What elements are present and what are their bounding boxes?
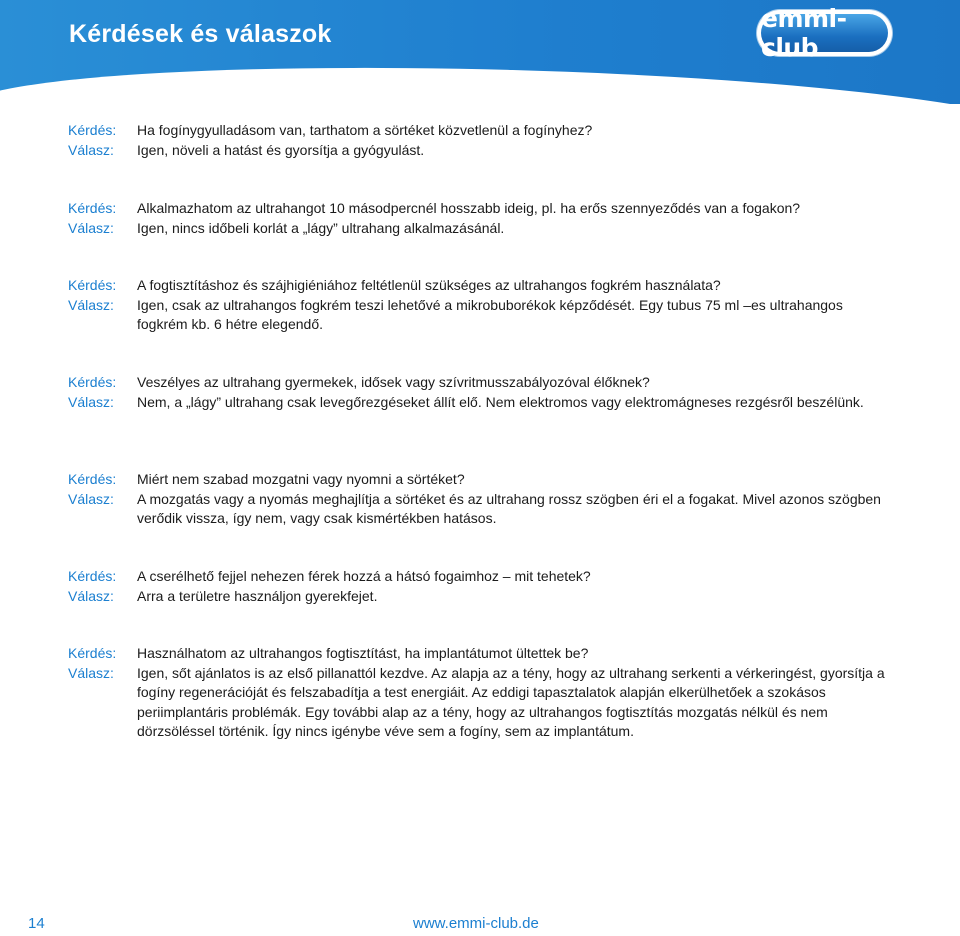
page-number: 14 <box>28 915 45 932</box>
question-label: Kérdés: <box>68 568 117 584</box>
answer-text: A mozgatás vagy a nyomás meghajlítja a sörtéket és az ultrahang rossz szögben éri el a fogakat. Mivel azonos szögben verődik vissza, így nem, vagy csak kismértékben hatásos. <box>137 490 881 526</box>
qa-block <box>68 121 888 160</box>
answer-text: Igen, nincs időbeli korlát a „lágy” ultrahang alkalmazásánál. <box>137 219 505 236</box>
qa-block <box>68 373 888 412</box>
answer-text: Nem, a „lágy” ultrahang csak levegőrezgéseket állít elő. Nem elektromos vagy elektromágneses rezgésről beszélünk. <box>137 393 864 410</box>
website-link[interactable]: www.emmi-club.de <box>413 915 539 932</box>
page-header <box>0 0 960 104</box>
qa-block <box>68 470 888 529</box>
logo-text: emmi-club <box>761 14 888 52</box>
answer-label: Válasz: <box>68 664 114 681</box>
answer-label: Válasz: <box>68 296 114 313</box>
question-text: Veszélyes az ultrahang gyermekek, idősek vagy szívritmusszabályozóval élőknek? <box>137 374 650 390</box>
answer-label: Válasz: <box>68 219 114 236</box>
question-text: Alkalmazhatom az ultrahangot 10 másodpercnél hosszabb ideig, pl. ha erős szennyeződés van a fogakon? <box>137 200 801 216</box>
answer-text: Igen, sőt ajánlatos is az első pillanattól kezdve. Az alapja az a tény, hogy az ultrahang serkenti a vérkeringést, gyorsítja a fogíny regenerációját és felszabadítja a test energiáit. Az eddigi tapasztalatok alapján elkerülhetőek a szokásos periimplantáris problémák. Egy további alap az a tény, hogy az ultrahangos fogtisztítás mozgatás nélkül és nem dörzsöléssel történik. Így nincs igénybe véve sem a fogíny, sem az implantátum. <box>137 664 885 739</box>
question-label: Kérdés: <box>68 471 117 487</box>
answer-label: Válasz: <box>68 490 114 507</box>
answer-label: Válasz: <box>68 587 114 604</box>
answer-text: Arra a területre használjon gyerekfejet. <box>137 587 378 604</box>
question-text: Miért nem szabad mozgatni vagy nyomni a sörtéket? <box>137 471 465 487</box>
question-text: Ha fogínygyulladásom van, tarthatom a sörtéket közvetlenül a fogínyhez? <box>137 122 593 138</box>
question-text: A cserélhető fejjel nehezen férek hozzá a hátsó fogaimhoz – mit tehetek? <box>137 568 591 584</box>
question-text: A fogtisztításhoz és szájhigiéniához feltétlenül szükséges az ultrahangos fogkrém használata? <box>137 277 721 293</box>
qa-block <box>68 199 888 238</box>
qa-block <box>68 567 888 606</box>
question-label: Kérdés: <box>68 374 117 390</box>
header-wave-divider <box>0 55 960 104</box>
answer-text: Igen, növeli a hatást és gyorsítja a gyógyulást. <box>137 141 425 158</box>
question-text: Használhatom az ultrahangos fogtisztítást, ha implantátumot ültettek be? <box>137 645 589 661</box>
emmi-club-logo <box>757 4 892 62</box>
answer-text: Igen, csak az ultrahangos fogkrém teszi lehetővé a mikrobuborékok képződését. Egy tubus 75 ml –es ultrahangos fogkrém kb. 6 hétre elegendő. <box>137 296 843 332</box>
answer-label: Válasz: <box>68 141 114 158</box>
qa-block <box>68 276 888 335</box>
qa-block <box>68 644 888 742</box>
question-label: Kérdés: <box>68 200 117 216</box>
question-label: Kérdés: <box>68 122 117 138</box>
answer-label: Válasz: <box>68 393 114 410</box>
page-title: Kérdések és válaszok <box>69 20 332 48</box>
question-label: Kérdés: <box>68 277 117 293</box>
question-label: Kérdés: <box>68 645 117 661</box>
